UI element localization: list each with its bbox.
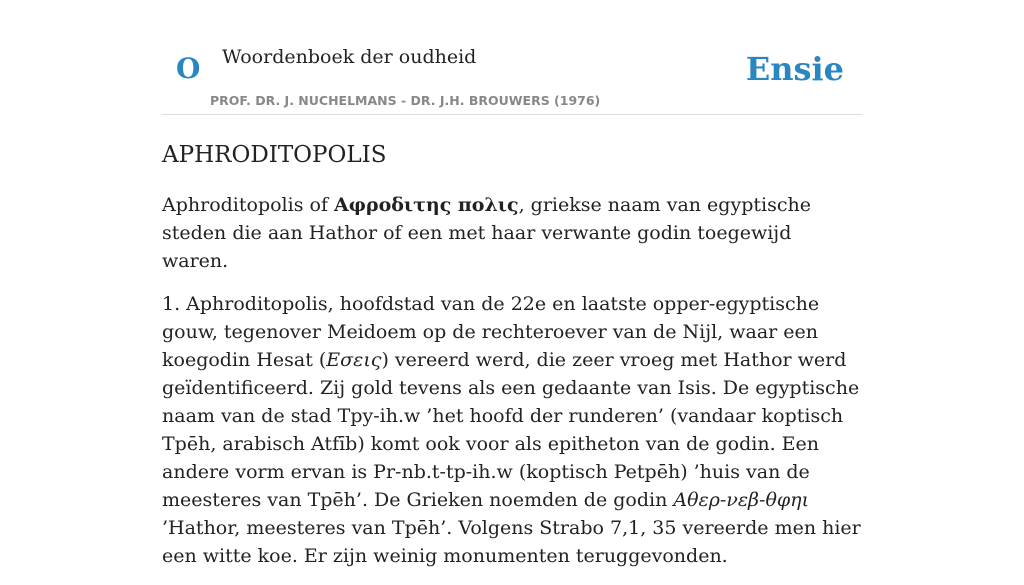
definition-text-3: ’Hathor, meesteres van Tpēh’. Volgens Strabo 7,1, 35 vereerde men hier een witte koe. Er zijn weinig monumenten teruggevonden. [162,517,861,567]
greek-athernebtphei: Αθερ-νεβ-θφηι [673,489,810,511]
intro-text-2: , griekse naam van egyptische steden die aan Hathor of een met haar verwante godin toegewijd waren. [162,194,811,272]
ensie-logo[interactable]: Ensie [745,50,844,88]
definition-text-1: 1. Aphroditopolis, hoofdstad van de 22e en laatste opper-egyptische gouw, tegenover Meidoem op de rechteroever van de Nijl, waar een koegodin Hesat ( [162,293,820,371]
book-title[interactable]: Woordenboek der oudheid [222,46,477,68]
greek-hesat: Εσεις [326,349,382,371]
greek-name-bold: Αφροδιτης πολις [334,194,519,216]
dictionary-header [162,38,862,115]
index-letter[interactable]: O [176,52,201,85]
intro-text-1: Aphroditopolis of [162,194,335,216]
article-title: APHRODITOPOLIS [162,142,387,168]
definition-text-2: ) vereerd werd, die zeer vroeg met Hathor werd geïdentificeerd. Zij gold tevens als een gedaante van Isis. De egyptische naam van de stad Tpy-ih.w ’het hoofd der runderen’ (vandaar koptisch Tpēh, arabisch Atfīb) komt ook voor als epitheton van de godin. Een andere vorm ervan is Pr-nb.t-tp-ih.w (koptisch Petpēh) ’huis van de meesteres van Tpēh’. De Grieken noemden de godin [162,349,860,511]
intro-paragraph [162,191,862,275]
authors-line: PROF. DR. J. NUCHELMANS - DR. J.H. BROUWERS (1976) [210,93,601,108]
article-content [162,139,862,585]
definition-paragraph-1 [162,290,862,570]
